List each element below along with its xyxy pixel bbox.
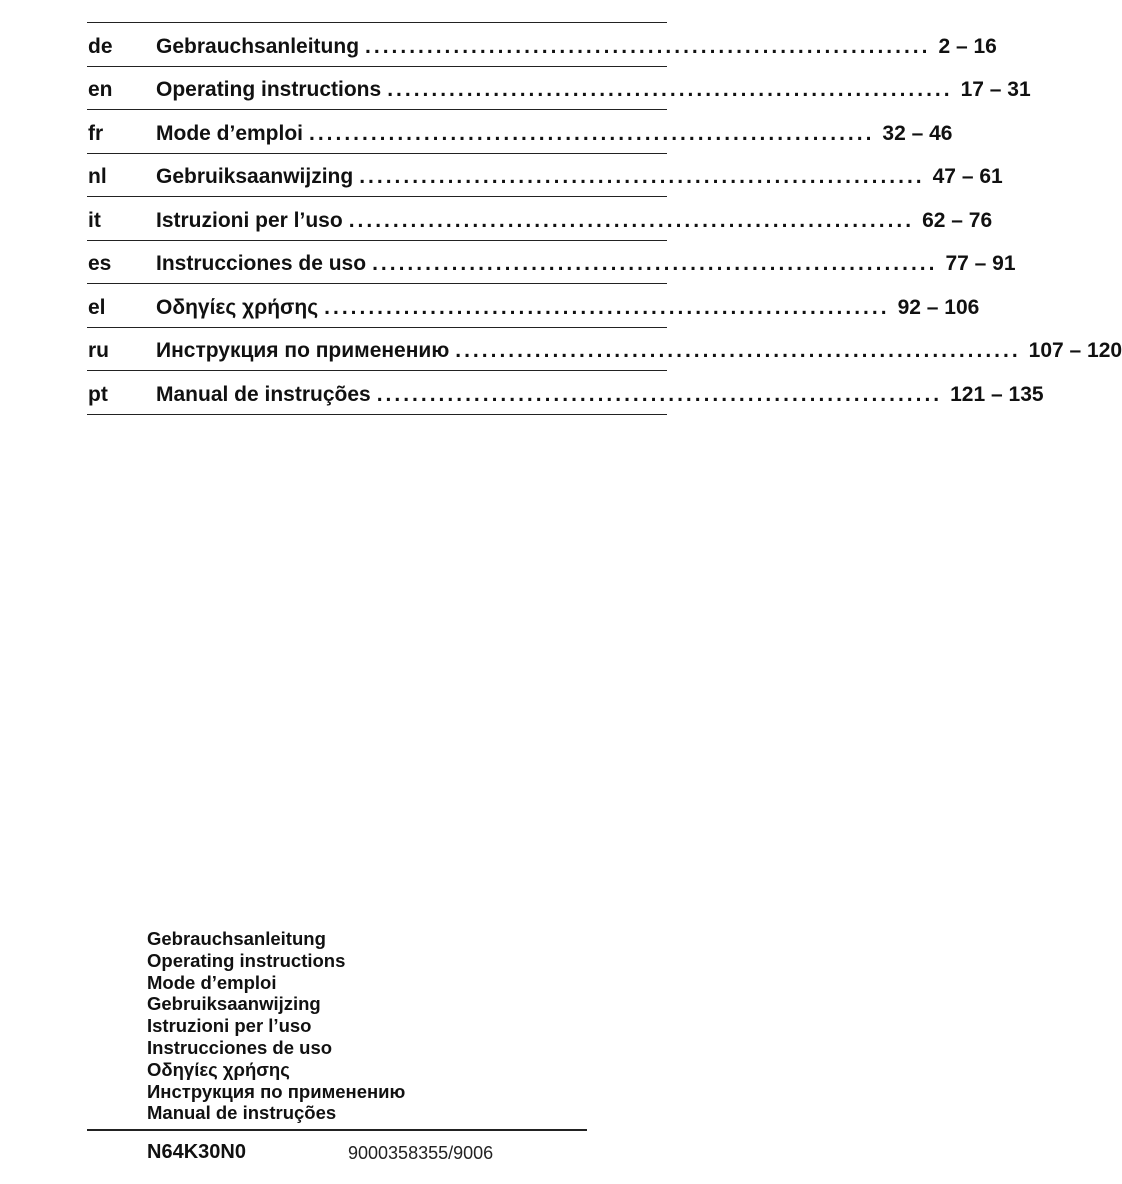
cover-title-it: Istruzioni per l’uso xyxy=(147,1015,312,1037)
toc-language-code: pt xyxy=(88,382,108,406)
toc-entry xyxy=(156,339,1122,362)
toc-page-range: 2 – 16 xyxy=(938,34,997,58)
toc-row-nl[interactable] xyxy=(87,154,1003,198)
cover-title-ru: Инструкция по применению xyxy=(147,1080,406,1102)
divider-rule xyxy=(87,1129,587,1131)
table-of-contents xyxy=(87,22,1122,415)
cover-title-es: Instrucciones de uso xyxy=(147,1036,333,1058)
model-number: N64K30N0 xyxy=(147,1141,246,1163)
toc-language-code: nl xyxy=(88,165,107,188)
toc-entry xyxy=(156,165,1003,188)
cover-title-fr: Mode d’emploi xyxy=(147,971,277,993)
toc-row-de[interactable] xyxy=(87,23,997,67)
toc-row-el[interactable] xyxy=(87,284,980,328)
toc-entry xyxy=(156,78,1031,101)
toc-row-pt[interactable] xyxy=(87,371,1044,415)
toc-row-it[interactable] xyxy=(87,197,993,241)
toc-entry xyxy=(156,252,1016,275)
cover-title-el: Οδηγίες χρήσης xyxy=(147,1058,290,1080)
toc-leader-dots: ................................................................ xyxy=(455,339,1021,362)
cover-title-nl: Gebruiksaanwijzing xyxy=(147,993,321,1015)
toc-language-code: es xyxy=(88,252,112,275)
toc-leader-dots: ................................................................ xyxy=(359,165,925,188)
toc-page-range: 107 – 120 xyxy=(1028,339,1122,362)
toc-leader-dots: ................................................................ xyxy=(376,382,943,406)
toc-row-en[interactable] xyxy=(87,67,1031,111)
toc-entry xyxy=(156,121,953,145)
toc-title: Operating instructions xyxy=(156,78,382,101)
toc-language-code: ru xyxy=(88,339,109,362)
toc-row-fr[interactable] xyxy=(87,110,953,154)
toc-title: Οδηγίες χρήσης xyxy=(156,295,319,319)
toc-title: Manual de instruções xyxy=(156,382,371,406)
toc-title: Mode d’emploi xyxy=(156,121,303,145)
toc-leader-dots: ................................................................ xyxy=(372,252,938,275)
toc-title: Gebruiksaanwijzing xyxy=(156,165,354,188)
toc-leader-dots: ................................................................ xyxy=(365,34,931,58)
toc-page-range: 92 – 106 xyxy=(897,295,980,319)
toc-entry xyxy=(156,295,980,319)
toc-language-code: de xyxy=(88,34,113,58)
toc-page-range: 62 – 76 xyxy=(922,208,993,232)
cover-title-de: Gebrauchsanleitung xyxy=(147,928,326,949)
toc-page-range: 32 – 46 xyxy=(882,121,953,145)
toc-language-code: el xyxy=(88,295,106,319)
toc-leader-dots: ................................................................ xyxy=(324,295,890,319)
toc-language-code: fr xyxy=(88,121,104,145)
toc-page-range: 121 – 135 xyxy=(950,382,1044,406)
toc-title: Istruzioni per l’uso xyxy=(156,208,343,232)
toc-language-code: en xyxy=(88,78,113,101)
document-number: 9000358355/9006 xyxy=(348,1143,494,1163)
toc-title: Gebrauchsanleitung xyxy=(156,34,360,58)
toc-row-es[interactable] xyxy=(87,241,1016,285)
toc-page-range: 17 – 31 xyxy=(960,78,1031,101)
toc-row-ru[interactable] xyxy=(87,328,1122,372)
toc-page-range: 77 – 91 xyxy=(945,252,1016,275)
toc-leader-dots: ................................................................ xyxy=(348,208,915,232)
toc-title: Instrucciones de uso xyxy=(156,252,367,275)
toc-entry xyxy=(156,34,997,58)
toc-language-code: it xyxy=(88,208,101,232)
cover-title-pt: Manual de instruções xyxy=(147,1102,337,1124)
toc-entry xyxy=(156,382,1044,406)
toc-page-range: 47 – 61 xyxy=(932,165,1003,188)
toc-leader-dots: ................................................................ xyxy=(387,78,953,101)
cover-titles-block xyxy=(147,928,405,1124)
toc-entry xyxy=(156,208,993,232)
toc-leader-dots: ................................................................ xyxy=(309,121,875,145)
toc-title: Инструкция по применению xyxy=(156,339,450,362)
cover-title-en: Operating instructions xyxy=(147,949,346,971)
